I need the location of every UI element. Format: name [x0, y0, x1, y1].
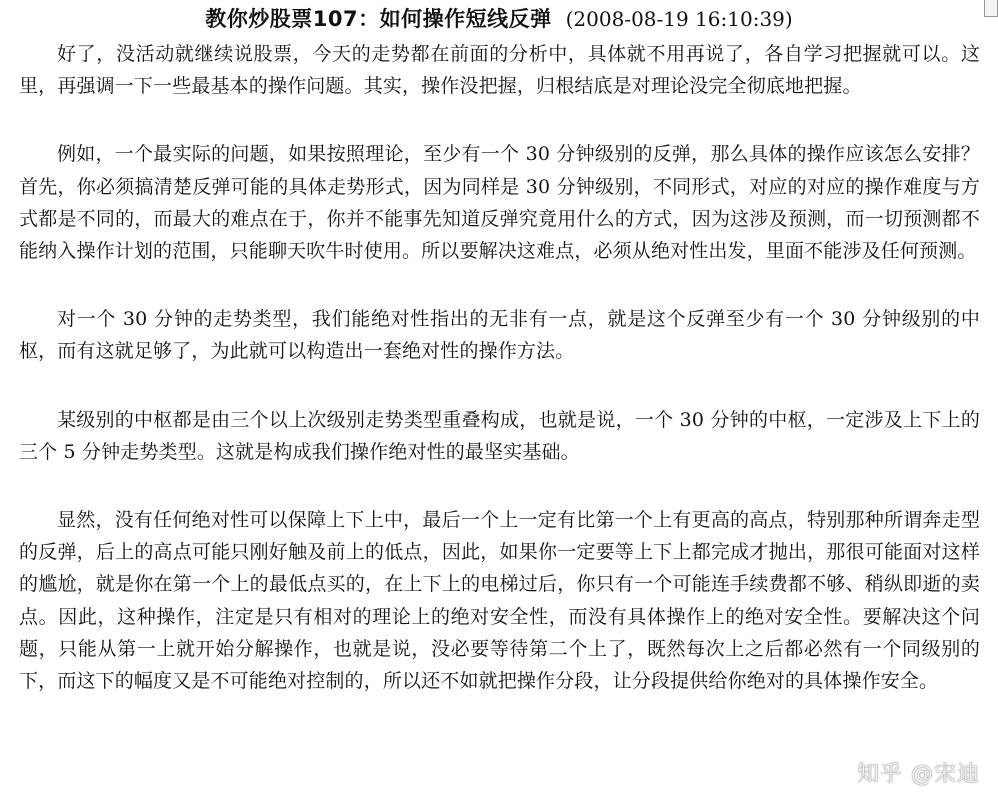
- bookmark-icon[interactable]: [984, 0, 998, 17]
- paragraph-4: 某级别的中枢都是由三个以上次级别走势类型重叠构成，也就是说，一个 30 分钟的中枢，一定涉及上下上的三个 5 分钟走势类型。这就是构成我们操作绝对性的最坚实基础。: [19, 408, 980, 463]
- paragraph-5: 显然，没有任何绝对性可以保障上下上中，最后一个上一定有比第一个上有更高的高点，特别那种所谓奔走型的反弹，后上的高点可能只刚好触及前上的低点，因此，如果你一定要等上下上都完成才抛出，那很可能面对这样的尴尬，就是你在第一个上的最低点买的，在上下上的电梯过后，你只有一个可能连手续费都不够、稍纵即逝的卖点。因此，这种操作，注定是只有相对的理论上的绝对安全性，而没有具体操作上的绝对安全性。要解决这个问题，只能从第一上就开始分解操作，也就是说，没必要等待第二个上了，既然每次上之后都必然有一个同级别的下，而这下的幅度又是不可能绝对控制的，所以还不如就把操作分段，让分段提供给你绝对的具体操作安全。: [19, 509, 980, 693]
- article-datetime: (2008-08-19 16:10:39): [565, 7, 793, 31]
- paragraph-2: 例如，一个最实际的问题，如果按照理论，至少有一个 30 分钟级别的反弹，那么具体的操作应该怎么安排？首先，你必须搞清楚反弹可能的具体走势形式，因为同样是 30 分钟级别，不同形式，对应的对应的操作难度与方式都是不同的，而最大的难点在于，你并不能事先知道反弹究竟用什么的方式，因为这涉及预测，而一切预测都不能纳入操作计划的范围，只能聊天吹牛时使用。所以要解决这难点，必须从绝对性出发，里面不能涉及任何预测。: [19, 143, 980, 263]
- paragraph-3: 对一个 30 分钟的走势类型，我们能绝对性指出的无非有一点，就是这个反弹至少有一个 30 分钟级别的中枢，而有这就足够了，为此就可以构造出一套绝对性的操作方法。: [19, 308, 980, 363]
- paragraph-1: 好了，没活动就继续说股票，今天的走势都在前面的分析中，具体就不用再说了，各自学习把握就可以。这里，再强调一下一些最基本的操作问题。其实，操作没把握，归根结底是对理论没完全彻底地把握。: [19, 43, 980, 98]
- article-title: 教你炒股票107：如何操作短线反弹: [205, 7, 552, 31]
- article-header: [18, 4, 980, 38]
- source-watermark: 知乎 @宋迪: [857, 762, 980, 787]
- article-body: [19, 38, 980, 697]
